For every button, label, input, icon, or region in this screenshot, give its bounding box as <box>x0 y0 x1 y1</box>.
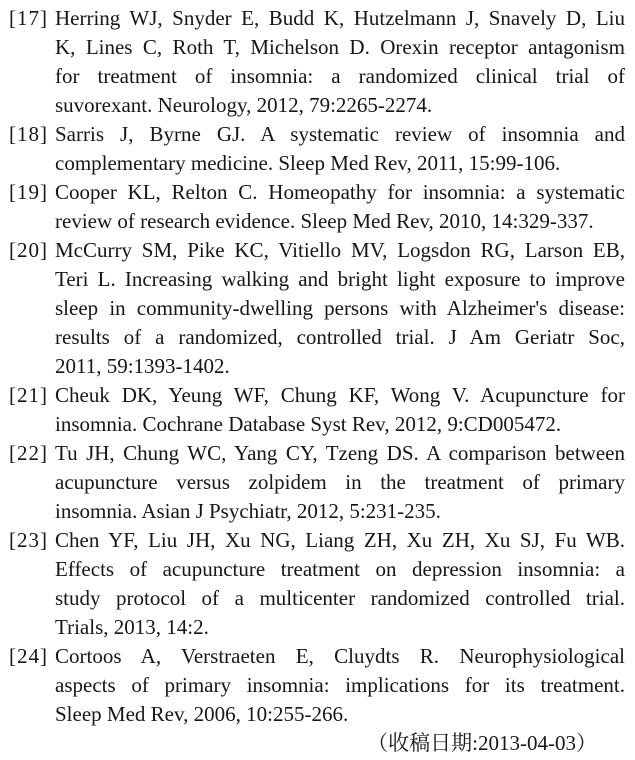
reference-text-line: results of a randomized, controlled trial. J Am Geriatr Soc, <box>55 325 625 349</box>
reference-text-line: Cortoos A, Verstraeten E, Cluydts R. Neurophysiological <box>55 644 625 668</box>
reference-text <box>55 4 625 120</box>
reference-text-line: Sleep Med Rev, 2006, 10:255-266. <box>55 702 349 726</box>
reference-text-line: Chen YF, Liu JH, Xu NG, Liang ZH, Xu ZH, Xu SJ, Fu WB. <box>55 528 625 552</box>
reference-item <box>0 236 625 381</box>
reference-number: [23] <box>9 528 48 552</box>
reference-text-line: review of research evidence. Sleep Med Rev, 2010, 14:329-337. <box>55 209 594 233</box>
reference-number: [19] <box>9 180 48 204</box>
reference-number: [20] <box>9 238 48 262</box>
reference-text-line: Trials, 2013, 14:2. <box>55 615 209 639</box>
reference-text-line: McCurry SM, Pike KC, Vitiello MV, Logsdon RG, Larson EB, <box>55 238 625 262</box>
reference-text-line: Cheuk DK, Yeung WF, Chung KF, Wong V. Acupuncture for <box>55 383 625 407</box>
reference-number: [22] <box>9 441 48 465</box>
reference-number: [17] <box>9 6 48 30</box>
reference-item <box>0 381 625 439</box>
reference-text-line: Sarris J, Byrne GJ. A systematic review of insomnia and <box>55 122 625 146</box>
reference-list <box>0 4 625 729</box>
reference-text-line: Effects of acupuncture treatment on depression insomnia: a <box>55 557 625 581</box>
reference-text <box>55 381 625 439</box>
reference-text-line: K, Lines C, Roth T, Michelson D. Orexin receptor antagonism <box>55 35 625 59</box>
reference-text <box>55 642 625 729</box>
reference-text-line: suvorexant. Neurology, 2012, 79:2265-2274. <box>55 93 433 117</box>
reference-item <box>0 178 625 236</box>
reference-text-line: Cooper KL, Relton C. Homeopathy for insomnia: a systematic <box>55 180 625 204</box>
reference-text-line: complementary medicine. Sleep Med Rev, 2011, 15:99-106. <box>55 151 561 175</box>
reference-item <box>0 439 625 526</box>
reference-text-line: study protocol of a multicenter randomized controlled trial. <box>55 586 625 610</box>
reference-text-line: for treatment of insomnia: a randomized clinical trial of <box>55 64 625 88</box>
reference-text-line: acupuncture versus zolpidem in the treatment of primary <box>55 470 625 494</box>
reference-text <box>55 236 625 381</box>
reference-text-line: Teri L. Increasing walking and bright light exposure to improve <box>55 267 625 291</box>
reference-number: [24] <box>9 644 48 668</box>
reference-item <box>0 4 625 120</box>
reference-text-line: sleep in community-dwelling persons with Alzheimer's disease: <box>55 296 625 320</box>
reference-text <box>55 120 625 178</box>
reference-number: [21] <box>9 383 48 407</box>
reference-text-line: insomnia. Asian J Psychiatr, 2012, 5:231-235. <box>55 499 441 523</box>
reference-text-line: Herring WJ, Snyder E, Budd K, Hutzelmann J, Snavely D, Liu <box>55 6 625 30</box>
reference-text <box>55 178 625 236</box>
reference-item <box>0 526 625 642</box>
reference-number: [18] <box>9 122 48 146</box>
reference-item <box>0 642 625 729</box>
received-date-note: （收稿日期:2013-04-03） <box>367 731 597 755</box>
reference-text <box>55 439 625 526</box>
reference-item <box>0 120 625 178</box>
reference-text <box>55 526 625 642</box>
reference-text-line: aspects of primary insomnia: implications for its treatment. <box>55 673 625 697</box>
reference-text-line: Tu JH, Chung WC, Yang CY, Tzeng DS. A comparison between <box>55 441 625 465</box>
reference-text-line: 2011, 59:1393-1402. <box>55 354 230 378</box>
reference-text-line: insomnia. Cochrane Database Syst Rev, 2012, 9:CD005472. <box>55 412 562 436</box>
